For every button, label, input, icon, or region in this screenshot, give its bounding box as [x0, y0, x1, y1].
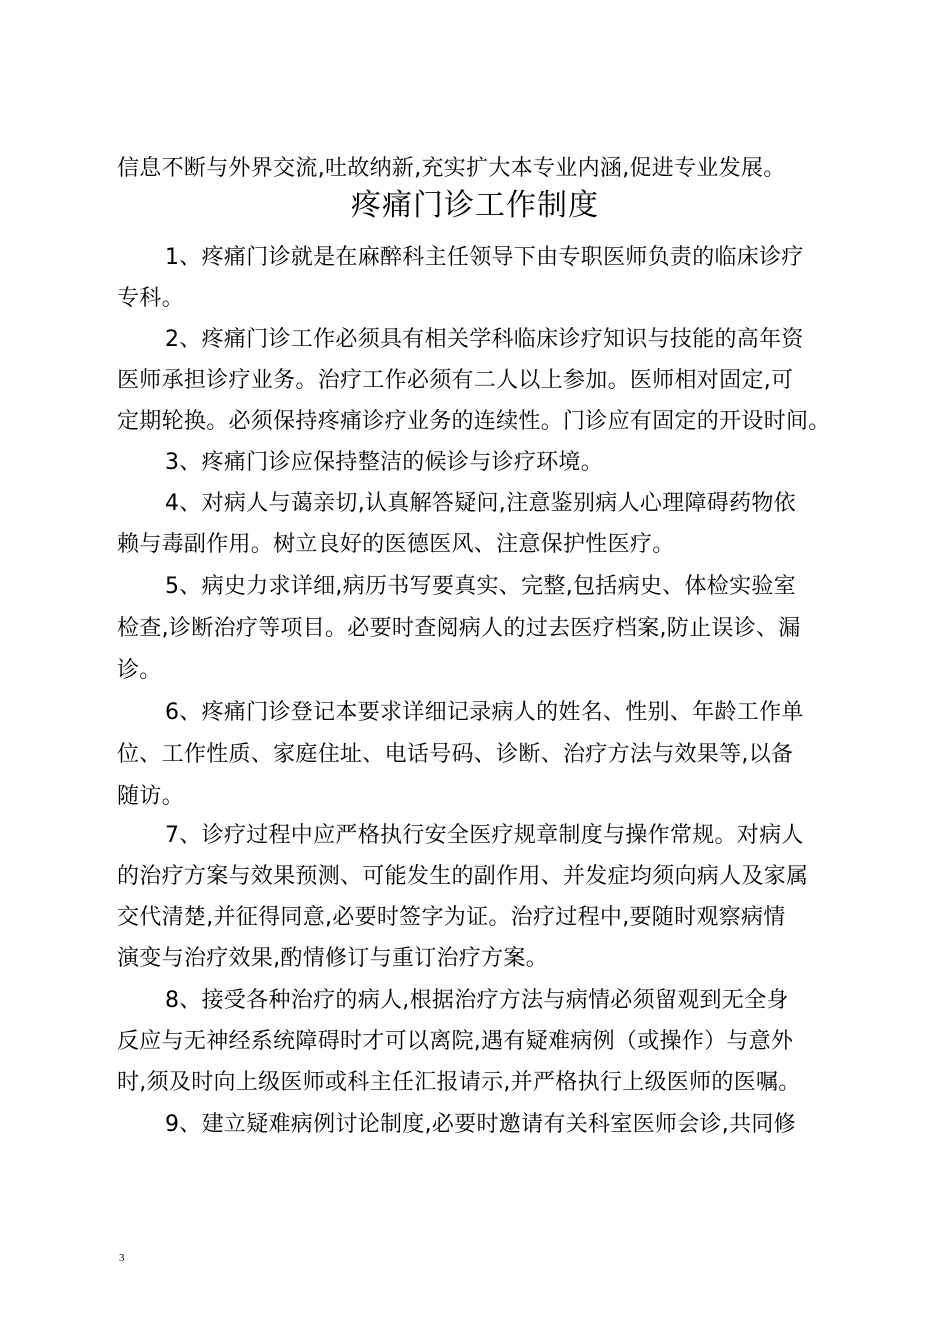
text-line: 演变与治疗效果,酌情修订与重订治疗方案。 [117, 946, 548, 971]
text-line: 位、工作性质、家庭住址、电话号码、诊断、治疗方法与效果等,以备 [117, 742, 794, 767]
text-line: 反应与无神经系统障碍时才可以离院,遇有疑难病例（或操作）与意外 [117, 1029, 794, 1054]
text-line: 检查,诊断治疗等项目。必要时查阅病人的过去医疗档案,防止误诊、漏 [117, 616, 801, 641]
text-line: 6、疼痛门诊登记本要求详细记录病人的姓名、性别、年龄工作单 [165, 700, 804, 725]
page-title: 疼痛门诊工作制度 [351, 188, 599, 223]
text-line: 的治疗方案与效果预测、可能发生的副作用、并发症均须向病人及家属 [117, 864, 809, 889]
text-line: 3、疼痛门诊应保持整洁的候诊与诊疗环境。 [165, 450, 603, 475]
text-line: 时,须及时向上级医师或科主任汇报请示,并严格执行上级医师的医嘱。 [117, 1070, 801, 1095]
text-line: 定期轮换。必须保持疼痛诊疗业务的连续性。门诊应有固定的开设时间。 [117, 409, 831, 434]
text-line: 医师承担诊疗业务。治疗工作必须有二人以上参加。医师相对固定,可 [117, 368, 794, 393]
text-line: 7、诊疗过程中应严格执行安全医疗规章制度与操作常规。对病人 [165, 823, 804, 848]
text-line: 诊。 [117, 658, 162, 683]
text-line: 8、接受各种治疗的病人,根据治疗方法与病情必须留观到无全身 [165, 988, 789, 1013]
text-line: 赖与毒副作用。树立良好的医德医风、注意保护性医疗。 [117, 532, 675, 557]
text-line: 专科。 [117, 286, 184, 311]
page-number: 3 [119, 1252, 125, 1264]
text-line: 5、病史力求详细,病历书写要真实、完整,包括病史、体检实验室 [165, 574, 796, 599]
text-line: 4、对病人与蔼亲切,认真解答疑问,注意鉴别病人心理障碍药物依 [165, 491, 796, 516]
text-line: 交代清楚,并征得同意,必要时签字为证。治疗过程中,要随时观察病情 [117, 905, 786, 930]
text-line: 随访。 [117, 784, 184, 809]
lead-line: 信息不断与外界交流,吐故纳新,充实扩大本专业内涵,促进专业发展。 [117, 156, 786, 181]
text-line: 2、疼痛门诊工作必须具有相关学科临床诊疗知识与技能的高年资 [165, 327, 804, 352]
text-line: 1、疼痛门诊就是在麻醉科主任领导下由专职医师负责的临床诊疗 [165, 245, 804, 270]
text-line: 9、建立疑难病例讨论制度,必要时邀请有关科室医师会诊,共同修 [165, 1112, 796, 1137]
